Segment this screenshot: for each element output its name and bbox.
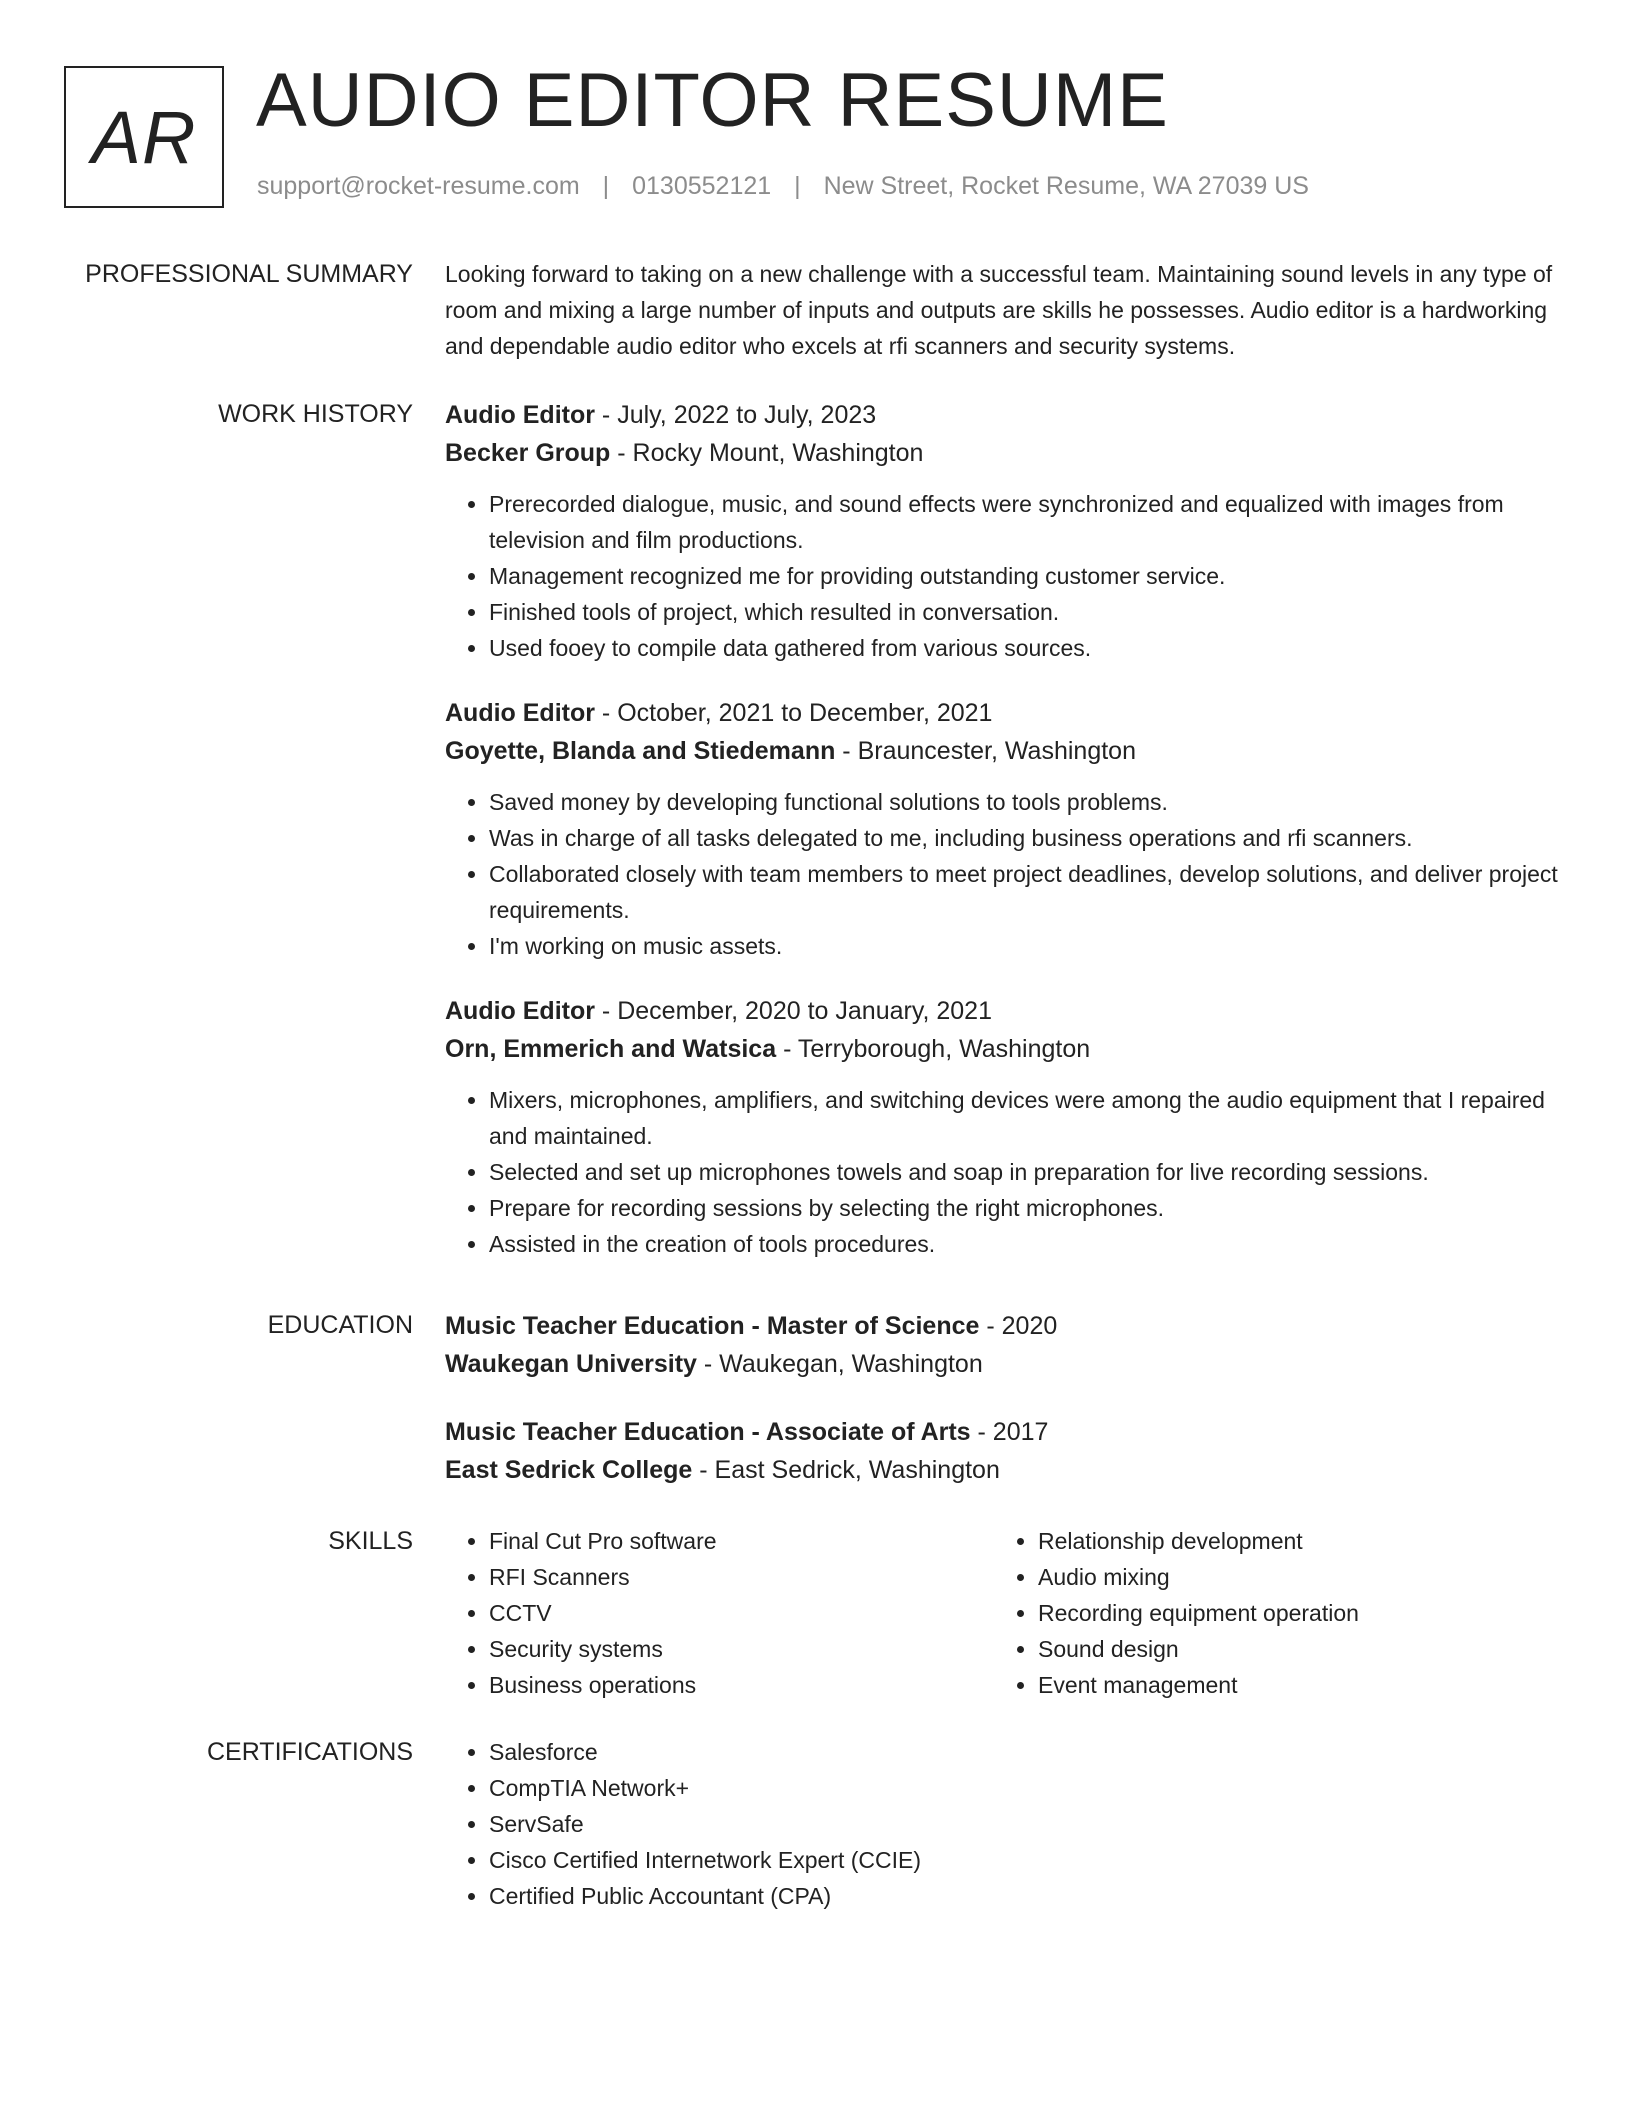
job-bullet: • Was in charge of all tasks delegated to me, including business operations and rfi scanners. bbox=[489, 820, 1565, 856]
job-company-line bbox=[445, 1030, 1565, 1068]
school-line bbox=[445, 1451, 1565, 1489]
education-entry bbox=[445, 1413, 1565, 1489]
skills-column-left bbox=[445, 1523, 994, 1703]
contact-separator: | bbox=[794, 172, 801, 200]
job-bullet: • Management recognized me for providing outstanding customer service. bbox=[489, 558, 1565, 594]
degree: Music Teacher Education - Master of Science bbox=[445, 1312, 980, 1340]
skill-item: • Relationship development bbox=[1038, 1523, 1543, 1559]
monogram-initials: AR bbox=[91, 95, 197, 179]
school-line bbox=[445, 1345, 1565, 1383]
skill-item: • Sound design bbox=[1038, 1631, 1543, 1667]
contact-email[interactable]: support@rocket-resume.com bbox=[257, 172, 580, 200]
job-bullet: • Selected and set up microphones towels and soap in preparation for live recording sessions. bbox=[489, 1154, 1565, 1190]
work-history-body bbox=[445, 396, 1565, 1290]
degree-line bbox=[445, 1413, 1565, 1451]
job-title: Audio Editor bbox=[445, 997, 595, 1025]
job-bullet: • Saved money by developing functional solutions to tools problems. bbox=[489, 784, 1565, 820]
skills-body bbox=[445, 1523, 1565, 1703]
school-location: - Waukegan, Washington bbox=[696, 1350, 983, 1378]
job-bullet: • Used fooey to compile data gathered from various sources. bbox=[489, 630, 1565, 666]
degree-year: - 2020 bbox=[979, 1312, 1058, 1340]
job-location: - Rocky Mount, Washington bbox=[610, 439, 924, 467]
job-company: Becker Group bbox=[445, 439, 611, 467]
job-company: Goyette, Blanda and Stiedemann bbox=[445, 737, 836, 765]
section-label-education: EDUCATION bbox=[267, 1311, 413, 1339]
job-bullet: • Assisted in the creation of tools procedures. bbox=[489, 1226, 1565, 1262]
skill-item: • Recording equipment operation bbox=[1038, 1595, 1543, 1631]
contact-separator: | bbox=[602, 172, 610, 200]
job-title: Audio Editor bbox=[445, 699, 595, 727]
certifications-body bbox=[445, 1734, 1565, 1914]
school-location: - East Sedrick, Washington bbox=[692, 1456, 1000, 1484]
job-dates: - July, 2022 to July, 2023 bbox=[594, 401, 877, 429]
skill-item: • Event management bbox=[1038, 1667, 1543, 1703]
degree-line bbox=[445, 1307, 1565, 1345]
section-label-summary: PROFESSIONAL SUMMARY bbox=[85, 260, 413, 288]
job-location: - Brauncester, Washington bbox=[835, 737, 1136, 765]
job-location: - Terryborough, Washington bbox=[776, 1035, 1091, 1063]
degree-year: - 2017 bbox=[970, 1418, 1049, 1446]
job-entry bbox=[445, 396, 1565, 666]
job-bullet: • Finished tools of project, which resulted in conversation. bbox=[489, 594, 1565, 630]
monogram-box bbox=[64, 66, 224, 208]
section-label-certifications: CERTIFICATIONS bbox=[206, 1738, 413, 1766]
job-dates: - December, 2020 to January, 2021 bbox=[594, 997, 992, 1025]
job-entry bbox=[445, 992, 1565, 1262]
job-bullet: • Prepare for recording sessions by selecting the right microphones. bbox=[489, 1190, 1565, 1226]
job-bullets bbox=[445, 1082, 1565, 1262]
skill-item: • RFI Scanners bbox=[489, 1559, 994, 1595]
certification-item: • CompTIA Network+ bbox=[489, 1770, 1565, 1806]
summary-body bbox=[445, 256, 1565, 364]
job-company: Orn, Emmerich and Watsica bbox=[445, 1035, 777, 1063]
section-label-work-history: WORK HISTORY bbox=[218, 400, 413, 428]
certification-item: • Cisco Certified Internetwork Expert (CCIE) bbox=[489, 1842, 1565, 1878]
skill-item: • Final Cut Pro software bbox=[489, 1523, 994, 1559]
skill-item: • Business operations bbox=[489, 1667, 994, 1703]
skill-item: • Security systems bbox=[489, 1631, 994, 1667]
education-body bbox=[445, 1307, 1565, 1519]
section-label-skills: SKILLS bbox=[328, 1527, 413, 1555]
summary-text: Looking forward to taking on a new challenge with a successful team. Maintaining sound levels in any type of room and mixing a large number of inputs and outputs are skills he possesses. Audio editor is a hardworking and dependable audio editor who excels at rfi scanners and security systems. bbox=[445, 261, 1553, 359]
school: East Sedrick College bbox=[445, 1456, 693, 1484]
job-title: Audio Editor bbox=[445, 401, 595, 429]
job-bullet: • I'm working on music assets. bbox=[489, 928, 1565, 964]
education-entry bbox=[445, 1307, 1565, 1383]
skills-grid bbox=[445, 1523, 1565, 1703]
job-company-line bbox=[445, 732, 1565, 770]
degree: Music Teacher Education - Associate of Arts bbox=[445, 1418, 971, 1446]
certifications-list bbox=[445, 1734, 1565, 1914]
job-title-line bbox=[445, 396, 1565, 434]
job-bullet: • Mixers, microphones, amplifiers, and switching devices were among the audio equipment that I repaired and maintained. bbox=[489, 1082, 1565, 1154]
job-bullets bbox=[445, 784, 1565, 964]
certification-item: • ServSafe bbox=[489, 1806, 1565, 1842]
job-bullet: • Prerecorded dialogue, music, and sound effects were synchronized and equalized with images from television and film productions. bbox=[489, 486, 1565, 558]
contact-address: New Street, Rocket Resume, WA 27039 US bbox=[823, 172, 1309, 200]
job-dates: - October, 2021 to December, 2021 bbox=[594, 699, 993, 727]
contact-phone[interactable]: 0130552121 bbox=[632, 172, 772, 200]
job-entry bbox=[445, 694, 1565, 964]
school: Waukegan University bbox=[445, 1350, 697, 1378]
skills-column-right bbox=[994, 1523, 1543, 1703]
job-bullet: • Collaborated closely with team members to meet project deadlines, develop solutions, and deliver project requirements. bbox=[489, 856, 1565, 928]
job-title-line bbox=[445, 992, 1565, 1030]
resume-title: AUDIO EDITOR RESUME bbox=[256, 58, 1169, 143]
certification-item: • Certified Public Accountant (CPA) bbox=[489, 1878, 1565, 1914]
job-bullets bbox=[445, 486, 1565, 666]
job-title-line bbox=[445, 694, 1565, 732]
job-company-line bbox=[445, 434, 1565, 472]
contact-line bbox=[257, 172, 1309, 201]
skill-item: • Audio mixing bbox=[1038, 1559, 1543, 1595]
certification-item: • Salesforce bbox=[489, 1734, 1565, 1770]
skill-item: • CCTV bbox=[489, 1595, 994, 1631]
